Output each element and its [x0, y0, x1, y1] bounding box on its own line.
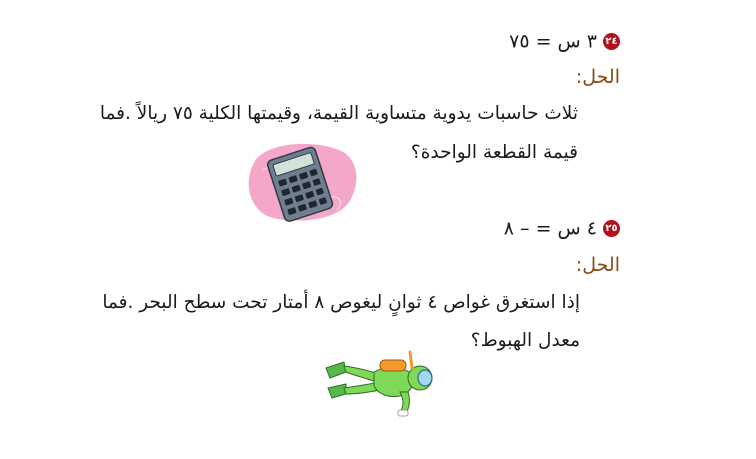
- calculator-icon: [243, 140, 359, 224]
- problem-24-header: [509, 30, 620, 53]
- problem-number-badge: ٢٥: [603, 220, 620, 237]
- problem-text-line: قيمة القطعة الواحدة؟: [410, 142, 578, 163]
- problem-text-line: إذا استغرق غواص ٤ ثوانٍ ليغوص ٨ أمتار تحت سطح البحر .فما: [102, 292, 580, 313]
- problem-text-line: معدل الهبوط؟: [470, 330, 580, 351]
- solution-label: الحل:: [575, 66, 620, 88]
- scuba-diver-icon: [322, 348, 440, 418]
- problem-text-line: ثلاث حاسبات يدوية متساوية القيمة، وقيمتها الكلية ٧٥ ريالاً .فما: [99, 103, 578, 124]
- problem-equation: ٣ س = ٧٥: [509, 30, 597, 53]
- problem-equation: ٤ س = – ٨: [503, 217, 597, 240]
- solution-label: الحل:: [575, 254, 620, 276]
- problem-25-header: [504, 217, 620, 240]
- problem-number-badge: ٢٤: [603, 33, 620, 50]
